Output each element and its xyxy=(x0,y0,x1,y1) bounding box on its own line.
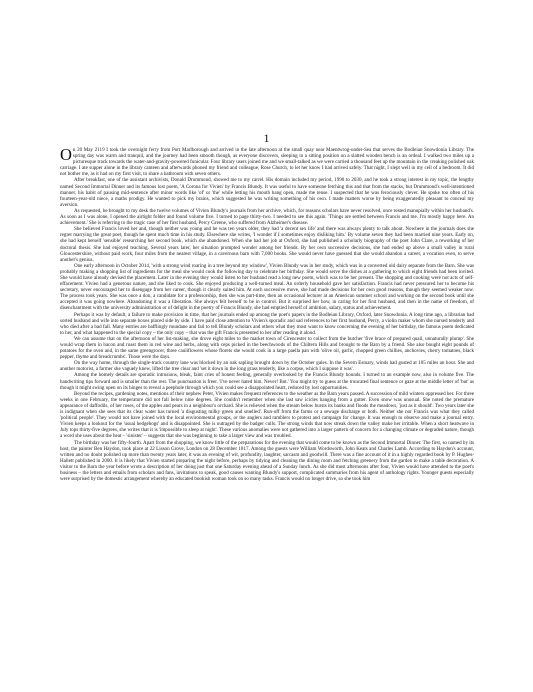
paragraph: She believed Francis loved her and, though neither was young and he was ten years older, they had 'a decent sex life' and there was always plenty to talk about. Nowhere in the journals does she regret marrying the great poet, though he spent much time in his study. Elsewhere she writes, 'I wonder if I sometimes enjoy disliking him.' By volume seven they had been married nine years. Early on, she had kept herself 'sensible' researching her second book, which she abandoned. When she had her job at Oxford, she had published a scholarly biography of the poet John Clare, a reworking of her doctoral thesis. She had enjoyed teaching. Several years later, her situation prompted wonder among her friends. By her own successive decisions, she had ended up above a small valley in rural Gloucestershire, without paid work, four miles from the nearest village, in a cavernous barn with 7,000 books. She would never have guessed that she would abandon a career, a vocation even, to serve another's genius. xyxy=(60,226,474,263)
paragraph: Among the homely details are sporadic intrusions, bleak, faint cries of honest feeling, generally overlooked by the Francis Blundy hounds. I turned to an example now, also in volume five. The handwriting tips forward and is smaller than the rest. The punctuation is freer. 'I've never hated him. Never! But.' You might try to guess at the truncated final sentence or gaze at the middle letter of 'but' as though it might swing open on its hinges to reveal a peephole through which you could see a disappointed heart, reduced by lost opportunities. xyxy=(60,372,474,391)
page-number: 1 xyxy=(263,131,270,145)
paragraph: Perhaps it was by default, a failure to make provision in time, that her journals ended up among the poet's papers in the Bodleian Library, Oxford, later Snowdonia. A long time ago, a librarian had sorted husband and wife into separate boxes placed side by side. I have paid close attention to Vivien's sporadic and sad references to her first husband, Percy, a violin maker whom she nursed tenderly and who died after a bad fall. Many entries are bafflingly mundane and fail to tell Blundy scholars and others what they most want to know concerning the evening of her birthday, the famous poem dedicated to her, and what happened to the special copy – the only copy – that was the gift Francis presented to her after reading it aloud. xyxy=(60,311,474,336)
paragraph-text: n 20 May 2119 I took the overnight ferry from Port Marlborough and arrived in the late afternoon at the small quay near Maentwrog-under-Sea that serves the Bodleian Snowdonia Library. The spring day was warm and tranquil, and the journey had been smooth though, as everyone discovers, sleeping in a sitting position on a slatted wooden bench is an ordeal. I walked two miles up a picturesque track towards the water-and-gravity-powered funicular. Four library users joined me and we small-talked as we were carried a thousand feet up the mountain in the creaking polished oak carriage. I ate supper alone in the library canteen and afterwards phoned my friend and colleague, Rose Church, to let her know I had arrived safely. That night, I slept well in my cell of a bedroom. It did not bother me, as it had on my first visit, to share a bathroom with seven others. xyxy=(60,147,474,178)
drop-cap: O xyxy=(60,145,72,164)
paragraph: After breakfast, one of the assistant archivists, Donald Drummond, showed me to my carrel. His domain included my period, 1990 to 2030, and he took a strong interest in my topic, the lengthy named Second Immortal Dinner and its famous lost poem, 'A Corona for Vivien' by Francis Blundy. It was useful to have someone fetching this and that from the stacks, but Drummond's well-intentioned manner, his habit of pausing mid-sentence after minor words like 'of' or 'the' while letting his mouth hang open, made me tense. I suspected that he was ferociously clever. He spoke too often of his fourteen-year-old niece, a maths prodigy. He wanted to pick my brains, which suggested he was writing something of his own. I made matters worse by being exaggeratedly pleasant to conceal my aversion. xyxy=(60,177,474,208)
paragraph: One early afternoon in October 2014, 'with a strong wind roaring in a tree beyond my window', Vivien Blundy was in her study, which was in a converted old dairy separate from the Barn. She was probably making a shopping list of ingredients for the meal she would cook the following day to celebrate her birthday. She would serve the dishes at a gathering to which eight friends had been invited. She would have already devised the placement. Later in the evening they would listen to her husband read a long new poem, which was to be her present. The shopping and cooking were not acts of self-effacement. Vivien had a generous nature, and she liked to cook. She enjoyed producing a well-turned meal. An orderly household gave her satisfaction. Francis had never pressured her to become his secretary, never encouraged her to disengage from her career, though it clearly suited him. At each successive move, she had made decisions for her own good reasons, though they seemed weaker now. The process took years. She was once a don, a candidate for a professorship, then she was part-time, then an occasional lecturer at an American summer school and working on the second book until she accepted it was going nowhere. Abandoning it was a liberation. She always felt herself to be in control. But it surprised her how, in caring for her first husband, and then in the name of freedom, of disenchantment with the university administration or of delight in the poetry of Francis Blundy, she had emptied herself of ambition, salary, status and achievement. xyxy=(60,262,474,312)
paragraph: As requested, he brought to my desk the twelve volumes of Vivien Blundy's journals from her archive, which, for reasons scholars have never resolved, once rested manupially within her husband's. As soon as I was alone, I opened the airtight folder and found volume five. I turned to page thirty-two. I needed to see this again. 'Things are settled between Francis and me. I'm mostly happy here. An achievement.' She is referring to the tragic case of her first husband, Percy Greene, who suffered from Alzheimer's disease. xyxy=(60,207,474,227)
paragraph: On the way home, through the single-track country lane was blocked by an oak sapling brought down by the October gales. In the Severn Estuary, winds had gusted at 105 miles an hour. She and another motorist, a farmer she vaguely knew, lifted the tree clear and 'set it down in the long grass tenderly, like a corpse, which I suppose it was'. xyxy=(60,360,474,373)
paragraph xyxy=(60,147,474,177)
paragraph: We can assume that on the afternoon of her list-making, she drove eight miles to the market town of Cirencester to collect from the butcher 'five brace of prepared quail, unnaturally plump'. She would wrap them in bacon and roast them in red wine and herbs, along with ceps picked in the beechwoods of the Chiltern Hills and brought to the Barn by a friend. She also bought eight pounds of potatoes for the oven and, in the same greengrocer, three cauliflowers whose florets she would cook in a large paella pan with 'olive oil, garlic, chopped green chillies, anchovies, cherry tomatoes, black pepper, thyme and breadcrumbs'. Those were the days. xyxy=(60,335,474,361)
body-text xyxy=(60,147,474,482)
paragraph: The birthday was her fifty-fourth. Apart from the shopping, we know little of the preparations for the evening that would come to be known as the Second Immortal Dinner. The first, so named by its host, the painter Ben Haydon, took place at 22 Lisson Grove, London on 28 December 1817. Among the guests were William Wordsworth, John Keats and Charles Lamb. According to Haydon's account, written and no doubt polished up more than twenty years later, it was an evening of wit, profundity, laughter, sarcasm and goodwill. There was a fine account of it in a highly regarded book by P. Hughes-Hallett published in 2000. It is likely that Vivien started preparing the night before, perhaps by tidying and cleaning the dining room and fetching greenery from the garden to make a table decoration. A visitor to the Barn the year before wrote a description of her doing just that one Saturday evening ahead of a Sunday lunch. As she did most afternoons after four, Vivien would have attended to the poet's business – the letters and emails from scholars and fans, invitations to speak, good causes wanting Blundy's support, complicated summaries from his agent of anthology rights. Younger guests especially were surprised by the domestic arrangement whereby an educated bookish woman took on so many tasks. Francis would no longer drive, so she took him xyxy=(60,439,474,483)
paragraph: Beyond the recipes, gardening notes, mentions of their nephew Peter, Vivien makes frequent references to the weather as the Barn years passed. A succession of mild winters oppressed her. For three weeks in one February, the temperature did not fall below nine degrees. She couldn't remember when she last saw icicles hanging from a gutter. Even snow was unusual. She noted the premature appearance of daffodils, of her roses, of the apples and pears in a neighbour's orchard. She is relieved when the stream below bursts its banks and floods the meadows, 'just as it should'. Two years later she is indignant when she sees that its clear water has turned 'a disgusting milky green and smelled'. Run-off from the farms or a sewage discharge or both. Neither she nor Francis was what they called 'political people'. They would not have joined with the local environmental groups, or the anglers and ramblers to protest and campaign for change. It was enough to observe and make a journal entry. Vivien keeps a lookout for the 'usual hedgehogs' and is disappointed. She is outraged by the badger culls. The strong winds that now streak down the valley make her irritable. When a short heatwave in July tops thirty-five degrees, she writes that it is 'impossible to sleep at night'. These various anomalies were not gathered into a larger pattern of concern for a changing climate or degraded nature, though a word she uses about the heat – 'sinister' – suggests that she was beginning to take a larger view and was troubled. xyxy=(60,390,474,440)
